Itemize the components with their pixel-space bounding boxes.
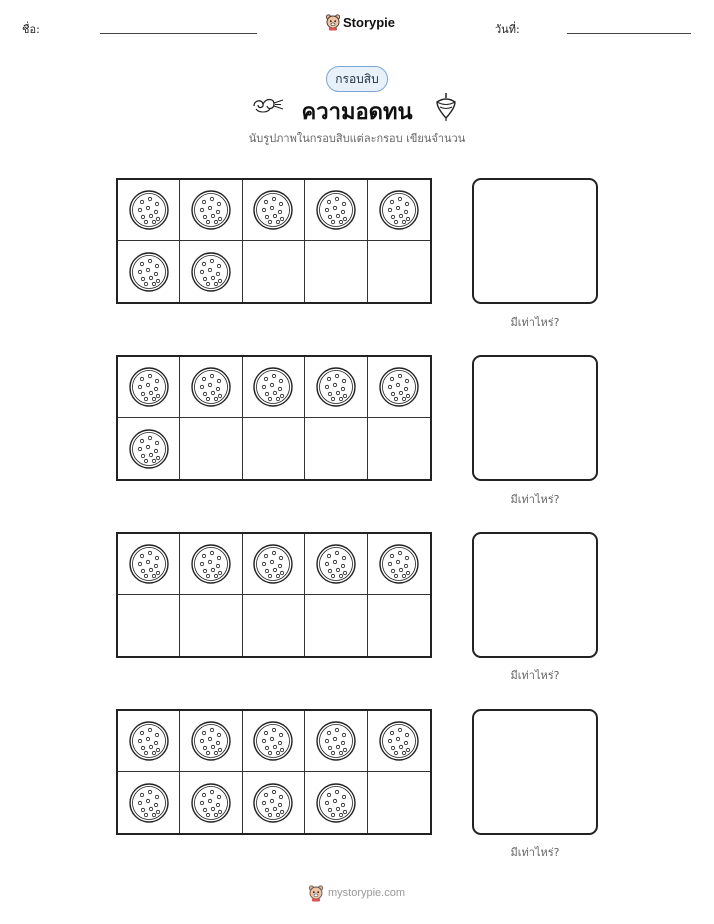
frame-cell <box>305 534 367 595</box>
frame-cell <box>243 534 305 595</box>
cookie-icon <box>128 720 170 762</box>
cookie-icon <box>128 428 170 470</box>
cookie-icon <box>128 189 170 231</box>
answer-box-3[interactable] <box>472 532 598 658</box>
frame-cell <box>180 772 242 833</box>
cookie-icon <box>190 782 232 824</box>
cookie-icon <box>128 782 170 824</box>
frame-cell <box>305 772 367 833</box>
question-label-4: มีเท่าไหร่? <box>510 846 560 859</box>
cookie-icon <box>252 189 294 231</box>
cookie-icon <box>252 543 294 585</box>
frame-cell <box>305 711 367 772</box>
frame-cell <box>305 595 367 656</box>
frame-cell <box>368 180 430 241</box>
topic-badge: กรอบสิบ <box>326 66 388 92</box>
cookie-icon <box>190 720 232 762</box>
cookie-icon <box>315 366 357 408</box>
cookie-icon <box>252 720 294 762</box>
ten-frame-3 <box>116 532 432 658</box>
frame-cell <box>118 357 180 418</box>
cookie-icon <box>252 782 294 824</box>
frame-cell <box>180 711 242 772</box>
cookie-icon <box>315 720 357 762</box>
answer-box-2[interactable] <box>472 355 598 481</box>
cookie-icon <box>378 366 420 408</box>
frame-cell <box>118 241 180 302</box>
frame-cell <box>118 595 180 656</box>
cookie-icon <box>128 543 170 585</box>
frame-cell <box>243 180 305 241</box>
cookie-icon <box>378 189 420 231</box>
cookie-icon <box>378 543 420 585</box>
cookie-icon <box>315 189 357 231</box>
frame-cell <box>180 357 242 418</box>
frame-cell <box>180 534 242 595</box>
frame-cell <box>243 357 305 418</box>
page-title: ความอดทน <box>301 100 413 125</box>
date-label: วันที่: <box>495 23 520 36</box>
cookie-icon <box>315 782 357 824</box>
ten-frame-4 <box>116 709 432 835</box>
frame-cell <box>118 711 180 772</box>
frame-cell <box>243 772 305 833</box>
brand-name: Storypie <box>343 14 396 30</box>
cookie-icon <box>190 366 232 408</box>
frame-cell <box>180 595 242 656</box>
frame-cell <box>368 711 430 772</box>
frame-cell <box>368 241 430 302</box>
frame-cell <box>305 180 367 241</box>
spinning-top-icon <box>433 92 459 122</box>
answer-box-4[interactable] <box>472 709 598 835</box>
ten-frame-1 <box>116 178 432 304</box>
storypie-bear-icon <box>325 13 341 31</box>
date-line[interactable] <box>567 33 691 34</box>
frame-cell <box>368 772 430 833</box>
frame-cell <box>368 595 430 656</box>
brand-logo <box>325 13 395 31</box>
cookie-icon <box>190 251 232 293</box>
name-line[interactable] <box>100 33 257 34</box>
frame-cell <box>368 534 430 595</box>
storypie-bear-icon <box>307 884 325 902</box>
frame-cell <box>118 418 180 479</box>
frame-cell <box>180 180 242 241</box>
cookie-icon <box>190 189 232 231</box>
frame-cell <box>368 418 430 479</box>
name-label: ชื่อ: <box>22 23 40 36</box>
cookie-icon <box>128 366 170 408</box>
frame-cell <box>243 418 305 479</box>
frame-cell <box>118 772 180 833</box>
frame-cell <box>243 595 305 656</box>
frame-cell <box>368 357 430 418</box>
ten-frame-2 <box>116 355 432 481</box>
cookie-icon <box>252 366 294 408</box>
footer <box>307 884 405 902</box>
footer-url[interactable]: mystorypie.com <box>328 887 406 899</box>
cookie-icon <box>315 543 357 585</box>
frame-cell <box>305 241 367 302</box>
question-label-3: มีเท่าไหร่? <box>510 669 560 682</box>
answer-box-1[interactable] <box>472 178 598 304</box>
frame-cell <box>180 418 242 479</box>
frame-cell <box>243 241 305 302</box>
frame-cell <box>305 418 367 479</box>
question-label-2: มีเท่าไหร่? <box>510 493 560 506</box>
frame-cell <box>243 711 305 772</box>
frame-cell <box>305 357 367 418</box>
cookie-icon <box>378 720 420 762</box>
frame-cell <box>118 180 180 241</box>
question-label-1: มีเท่าไหร่? <box>510 316 560 329</box>
frame-cell <box>180 241 242 302</box>
frame-cell <box>118 534 180 595</box>
cookie-icon <box>128 251 170 293</box>
cookie-icon <box>190 543 232 585</box>
instructions: นับรูปภาพในกรอบสิบแต่ละกรอบ เขียนจำนวน <box>248 132 466 145</box>
